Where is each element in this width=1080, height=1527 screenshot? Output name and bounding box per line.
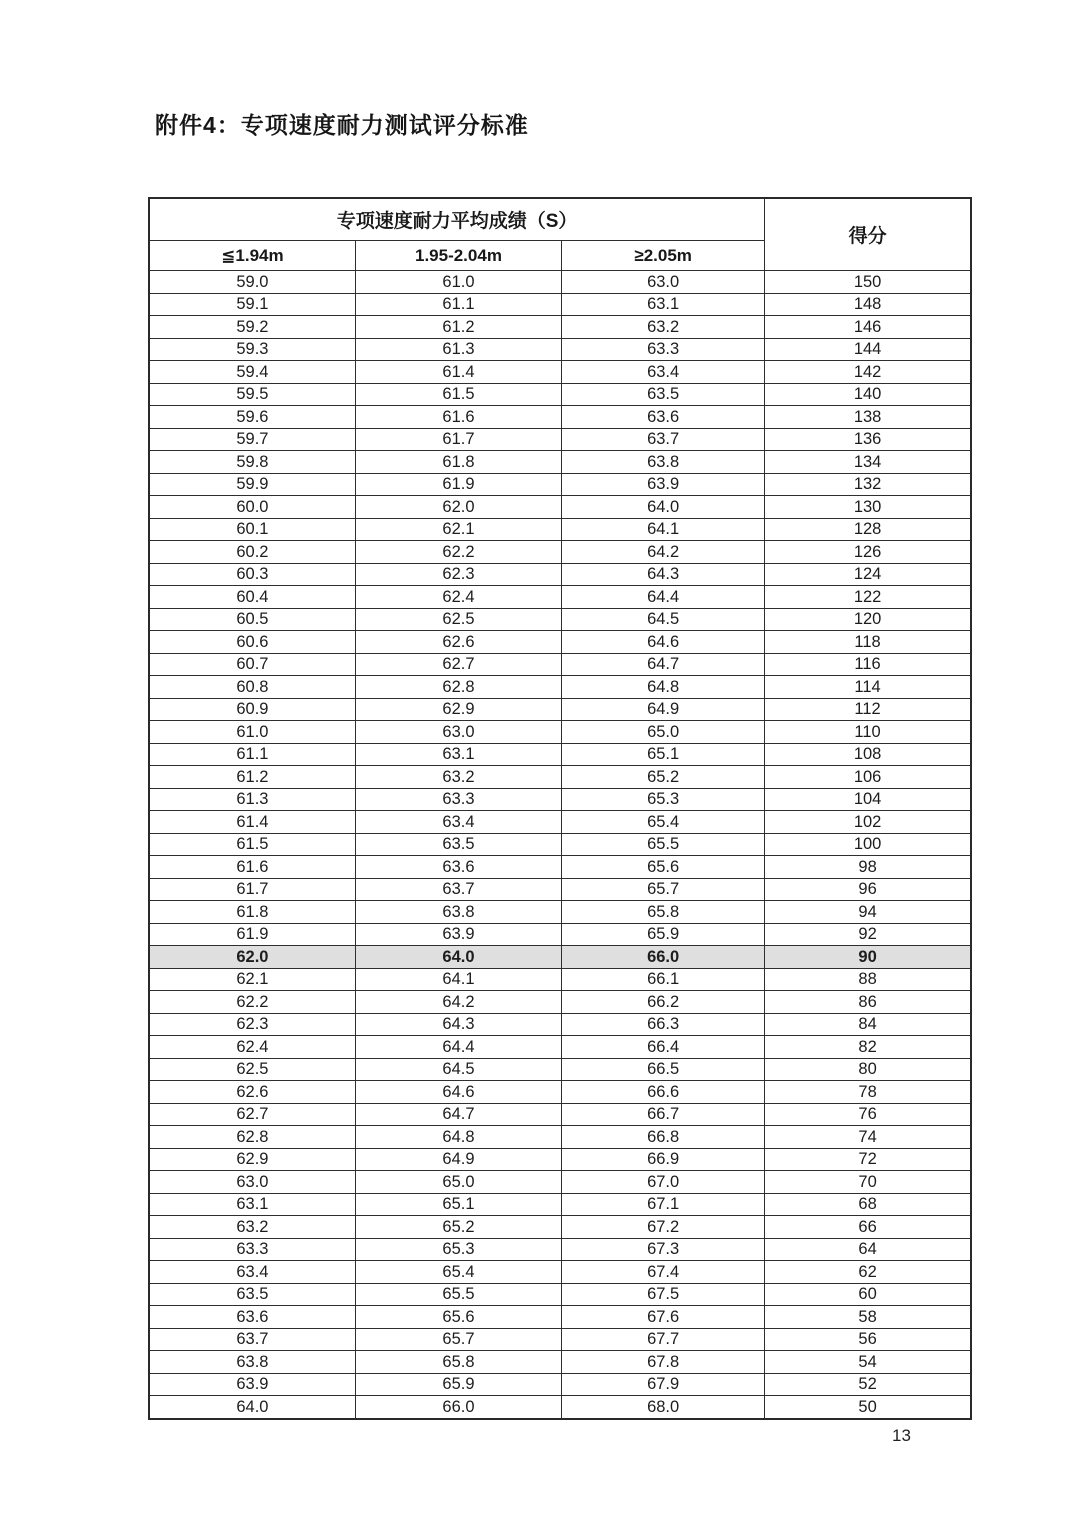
table-header-row <box>149 198 971 241</box>
table-cell: 58 <box>765 1306 971 1329</box>
table-cell: 62.5 <box>149 1058 355 1081</box>
table-row <box>149 653 971 676</box>
table-row <box>149 1283 971 1306</box>
table-cell: 65.8 <box>355 1351 561 1374</box>
table-row <box>149 1058 971 1081</box>
table-cell: 65.3 <box>562 788 765 811</box>
table-row <box>149 766 971 789</box>
table-cell: 61.5 <box>355 383 561 406</box>
table-cell: 92 <box>765 923 971 946</box>
table-cell: 61.7 <box>149 878 355 901</box>
table-cell: 65.2 <box>355 1216 561 1239</box>
table-cell: 63.4 <box>149 1261 355 1284</box>
table-cell: 62.4 <box>355 586 561 609</box>
table-cell: 124 <box>765 563 971 586</box>
table-cell: 61.4 <box>149 811 355 834</box>
table-cell: 50 <box>765 1396 971 1419</box>
table-cell: 65.9 <box>355 1373 561 1396</box>
table-cell: 65.1 <box>355 1193 561 1216</box>
table-row <box>149 991 971 1014</box>
table-row <box>149 338 971 361</box>
table-cell: 63.9 <box>149 1373 355 1396</box>
table-cell: 66.0 <box>562 946 765 969</box>
table-cell: 65.5 <box>355 1283 561 1306</box>
table-cell: 104 <box>765 788 971 811</box>
table-cell: 70 <box>765 1171 971 1194</box>
table-cell: 63.3 <box>149 1238 355 1261</box>
table-cell: 62.0 <box>355 496 561 519</box>
table-cell: 54 <box>765 1351 971 1374</box>
table-cell: 63.6 <box>562 406 765 429</box>
table-cell: 64.1 <box>562 518 765 541</box>
table-cell: 67.3 <box>562 1238 765 1261</box>
table-cell: 112 <box>765 698 971 721</box>
table-cell: 62.7 <box>355 653 561 676</box>
table-cell: 64.0 <box>355 946 561 969</box>
table-cell: 61.1 <box>149 743 355 766</box>
table-cell: 68 <box>765 1193 971 1216</box>
table-cell: 67.9 <box>562 1373 765 1396</box>
table-row <box>149 1081 971 1104</box>
table-cell: 61.9 <box>355 473 561 496</box>
table-cell: 64.7 <box>562 653 765 676</box>
table-cell: 62.3 <box>149 1013 355 1036</box>
table-row <box>149 1328 971 1351</box>
table-cell: 61.2 <box>355 316 561 339</box>
table-row <box>149 1238 971 1261</box>
table-cell: 60.2 <box>149 541 355 564</box>
table-cell: 140 <box>765 383 971 406</box>
column-header: ≥2.05m <box>562 241 765 271</box>
table-row <box>149 518 971 541</box>
table-cell: 148 <box>765 293 971 316</box>
table-cell: 61.4 <box>355 361 561 384</box>
table-cell: 122 <box>765 586 971 609</box>
table-cell: 66 <box>765 1216 971 1239</box>
table-cell: 61.5 <box>149 833 355 856</box>
table-row <box>149 1013 971 1036</box>
table-cell: 62.4 <box>149 1036 355 1059</box>
table-cell: 62.1 <box>355 518 561 541</box>
table-cell: 63.5 <box>149 1283 355 1306</box>
table-cell: 60.6 <box>149 631 355 654</box>
table-cell: 61.0 <box>149 721 355 744</box>
table-cell: 60.9 <box>149 698 355 721</box>
table-cell: 59.3 <box>149 338 355 361</box>
table-row <box>149 271 971 294</box>
table-row <box>149 316 971 339</box>
table-cell: 66.7 <box>562 1103 765 1126</box>
table-cell: 62.5 <box>355 608 561 631</box>
table-cell: 62.0 <box>149 946 355 969</box>
table-cell: 65.7 <box>562 878 765 901</box>
table-cell: 64.6 <box>562 631 765 654</box>
table-cell: 66.6 <box>562 1081 765 1104</box>
table-cell: 61.3 <box>149 788 355 811</box>
table-cell: 60.4 <box>149 586 355 609</box>
table-row <box>149 451 971 474</box>
table-cell: 66.1 <box>562 968 765 991</box>
table-row <box>149 293 971 316</box>
table-cell: 63.0 <box>562 271 765 294</box>
table-cell: 64.5 <box>355 1058 561 1081</box>
table-cell: 60.8 <box>149 676 355 699</box>
table-row <box>149 1193 971 1216</box>
table-cell: 62.7 <box>149 1103 355 1126</box>
table-cell: 63.7 <box>562 428 765 451</box>
table-cell: 72 <box>765 1148 971 1171</box>
table-cell: 65.1 <box>562 743 765 766</box>
table-cell: 64.3 <box>355 1013 561 1036</box>
table-cell: 66.8 <box>562 1126 765 1149</box>
table-row <box>149 428 971 451</box>
table-cell: 65.9 <box>562 923 765 946</box>
table-row <box>149 856 971 879</box>
table-cell: 60.7 <box>149 653 355 676</box>
table-cell: 62.8 <box>355 676 561 699</box>
table-cell: 63.2 <box>355 766 561 789</box>
table-row <box>149 1036 971 1059</box>
table-cell: 63.8 <box>149 1351 355 1374</box>
table-row <box>149 406 971 429</box>
table-row <box>149 1306 971 1329</box>
table-cell: 64 <box>765 1238 971 1261</box>
table-cell: 59.6 <box>149 406 355 429</box>
table-cell: 62.9 <box>355 698 561 721</box>
table-row <box>149 1373 971 1396</box>
table-cell: 59.5 <box>149 383 355 406</box>
table-cell: 136 <box>765 428 971 451</box>
table-row <box>149 721 971 744</box>
table-cell: 65.0 <box>355 1171 561 1194</box>
table-cell: 66.3 <box>562 1013 765 1036</box>
table-row <box>149 968 971 991</box>
table-cell: 62.6 <box>355 631 561 654</box>
table-cell: 62.2 <box>149 991 355 1014</box>
table-cell: 61.2 <box>149 766 355 789</box>
table-cell: 62.2 <box>355 541 561 564</box>
table-cell: 65.7 <box>355 1328 561 1351</box>
table-cell: 63.7 <box>149 1328 355 1351</box>
table-cell: 63.0 <box>149 1171 355 1194</box>
table-cell: 59.2 <box>149 316 355 339</box>
table-row <box>149 946 971 969</box>
table-row <box>149 1171 971 1194</box>
table-cell: 64.2 <box>562 541 765 564</box>
table-cell: 86 <box>765 991 971 1014</box>
table-cell: 61.1 <box>355 293 561 316</box>
table-row <box>149 1396 971 1419</box>
table-row <box>149 631 971 654</box>
table-cell: 60 <box>765 1283 971 1306</box>
table-cell: 62.1 <box>149 968 355 991</box>
column-header: 1.95-2.04m <box>355 241 561 271</box>
table-cell: 67.2 <box>562 1216 765 1239</box>
table-cell: 78 <box>765 1081 971 1104</box>
group-header-cell: 专项速度耐力平均成绩（S） <box>149 198 765 241</box>
table-row <box>149 563 971 586</box>
table-cell: 65.4 <box>355 1261 561 1284</box>
table-cell: 63.5 <box>355 833 561 856</box>
table-row <box>149 901 971 924</box>
table-cell: 64.1 <box>355 968 561 991</box>
table-cell: 61.3 <box>355 338 561 361</box>
table-cell: 61.9 <box>149 923 355 946</box>
table-cell: 59.9 <box>149 473 355 496</box>
table-cell: 67.8 <box>562 1351 765 1374</box>
table-cell: 61.0 <box>355 271 561 294</box>
table-row <box>149 676 971 699</box>
table-cell: 64.8 <box>355 1126 561 1149</box>
table-cell: 65.6 <box>562 856 765 879</box>
table-cell: 67.5 <box>562 1283 765 1306</box>
table-row <box>149 833 971 856</box>
table-row <box>149 743 971 766</box>
table-row <box>149 541 971 564</box>
table-cell: 62.3 <box>355 563 561 586</box>
table-cell: 118 <box>765 631 971 654</box>
table-cell: 63.3 <box>562 338 765 361</box>
table-cell: 126 <box>765 541 971 564</box>
table-cell: 63.9 <box>562 473 765 496</box>
table-cell: 134 <box>765 451 971 474</box>
table-cell: 66.0 <box>355 1396 561 1419</box>
table-cell: 62.6 <box>149 1081 355 1104</box>
table-row <box>149 811 971 834</box>
table-cell: 63.3 <box>355 788 561 811</box>
table-cell: 63.8 <box>355 901 561 924</box>
table-cell: 90 <box>765 946 971 969</box>
table-cell: 64.4 <box>355 1036 561 1059</box>
table-cell: 98 <box>765 856 971 879</box>
table-cell: 61.8 <box>149 901 355 924</box>
table-cell: 106 <box>765 766 971 789</box>
table-cell: 64.0 <box>149 1396 355 1419</box>
table-row <box>149 608 971 631</box>
table-cell: 120 <box>765 608 971 631</box>
table-cell: 62 <box>765 1261 971 1284</box>
table-cell: 64.9 <box>355 1148 561 1171</box>
table-cell: 60.0 <box>149 496 355 519</box>
table-cell: 60.5 <box>149 608 355 631</box>
table-cell: 138 <box>765 406 971 429</box>
table-cell: 66.5 <box>562 1058 765 1081</box>
table-cell: 88 <box>765 968 971 991</box>
table-row <box>149 586 971 609</box>
page-number: 13 <box>892 1426 911 1445</box>
table-cell: 114 <box>765 676 971 699</box>
table-row <box>149 788 971 811</box>
table-cell: 132 <box>765 473 971 496</box>
table-cell: 64.3 <box>562 563 765 586</box>
table-cell: 100 <box>765 833 971 856</box>
table-cell: 66.2 <box>562 991 765 1014</box>
table-cell: 65.5 <box>562 833 765 856</box>
table-cell: 61.7 <box>355 428 561 451</box>
table-cell: 67.0 <box>562 1171 765 1194</box>
table-cell: 102 <box>765 811 971 834</box>
table-cell: 144 <box>765 338 971 361</box>
table-cell: 63.8 <box>562 451 765 474</box>
table-cell: 64.9 <box>562 698 765 721</box>
table-cell: 61.6 <box>149 856 355 879</box>
table-cell: 116 <box>765 653 971 676</box>
table-cell: 65.3 <box>355 1238 561 1261</box>
table-cell: 64.5 <box>562 608 765 631</box>
table-row <box>149 923 971 946</box>
table-cell: 64.8 <box>562 676 765 699</box>
table-cell: 80 <box>765 1058 971 1081</box>
table-cell: 66.9 <box>562 1148 765 1171</box>
table-cell: 60.3 <box>149 563 355 586</box>
table-cell: 65.2 <box>562 766 765 789</box>
table-cell: 65.8 <box>562 901 765 924</box>
table-row <box>149 1126 971 1149</box>
table-cell: 110 <box>765 721 971 744</box>
table-cell: 67.7 <box>562 1328 765 1351</box>
table-cell: 63.9 <box>355 923 561 946</box>
table-row <box>149 698 971 721</box>
table-cell: 67.6 <box>562 1306 765 1329</box>
table-cell: 64.2 <box>355 991 561 1014</box>
table-row <box>149 361 971 384</box>
table-cell: 65.6 <box>355 1306 561 1329</box>
table-cell: 52 <box>765 1373 971 1396</box>
table-cell: 67.1 <box>562 1193 765 1216</box>
table-cell: 59.8 <box>149 451 355 474</box>
table-row <box>149 878 971 901</box>
table-cell: 63.1 <box>149 1193 355 1216</box>
table-cell: 60.1 <box>149 518 355 541</box>
table-cell: 96 <box>765 878 971 901</box>
table-cell: 59.1 <box>149 293 355 316</box>
table-cell: 94 <box>765 901 971 924</box>
table-cell: 66.4 <box>562 1036 765 1059</box>
table-cell: 63.1 <box>562 293 765 316</box>
table-cell: 61.6 <box>355 406 561 429</box>
table-cell: 63.1 <box>355 743 561 766</box>
table-row <box>149 1261 971 1284</box>
table-cell: 65.4 <box>562 811 765 834</box>
table-cell: 56 <box>765 1328 971 1351</box>
table-cell: 63.7 <box>355 878 561 901</box>
table-row <box>149 473 971 496</box>
table-cell: 63.0 <box>355 721 561 744</box>
table-cell: 68.0 <box>562 1396 765 1419</box>
table-cell: 59.0 <box>149 271 355 294</box>
table-cell: 108 <box>765 743 971 766</box>
table-cell: 62.9 <box>149 1148 355 1171</box>
table-row <box>149 1103 971 1126</box>
page-title: 附件4：专项速度耐力测试评分标准 <box>155 112 529 138</box>
table-row <box>149 383 971 406</box>
table-cell: 63.2 <box>562 316 765 339</box>
table-cell: 59.7 <box>149 428 355 451</box>
table-row <box>149 1351 971 1374</box>
table-cell: 63.4 <box>355 811 561 834</box>
table-cell: 64.4 <box>562 586 765 609</box>
table-cell: 62.8 <box>149 1126 355 1149</box>
table-cell: 63.6 <box>149 1306 355 1329</box>
table-cell: 61.8 <box>355 451 561 474</box>
column-header: ≦1.94m <box>149 241 355 271</box>
table-row <box>149 1148 971 1171</box>
table-cell: 84 <box>765 1013 971 1036</box>
table-cell: 146 <box>765 316 971 339</box>
score-table <box>148 197 972 1420</box>
table-row <box>149 1216 971 1239</box>
table-cell: 130 <box>765 496 971 519</box>
table-row <box>149 496 971 519</box>
table-cell: 63.2 <box>149 1216 355 1239</box>
table-cell: 142 <box>765 361 971 384</box>
table-cell: 64.0 <box>562 496 765 519</box>
table-cell: 67.4 <box>562 1261 765 1284</box>
table-cell: 63.4 <box>562 361 765 384</box>
table-cell: 59.4 <box>149 361 355 384</box>
table-cell: 76 <box>765 1103 971 1126</box>
table-cell: 74 <box>765 1126 971 1149</box>
table-cell: 63.5 <box>562 383 765 406</box>
table-cell: 150 <box>765 271 971 294</box>
score-header-cell: 得分 <box>765 198 971 271</box>
table-cell: 64.6 <box>355 1081 561 1104</box>
table-cell: 64.7 <box>355 1103 561 1126</box>
table-cell: 65.0 <box>562 721 765 744</box>
table-cell: 128 <box>765 518 971 541</box>
table-cell: 82 <box>765 1036 971 1059</box>
table-cell: 63.6 <box>355 856 561 879</box>
